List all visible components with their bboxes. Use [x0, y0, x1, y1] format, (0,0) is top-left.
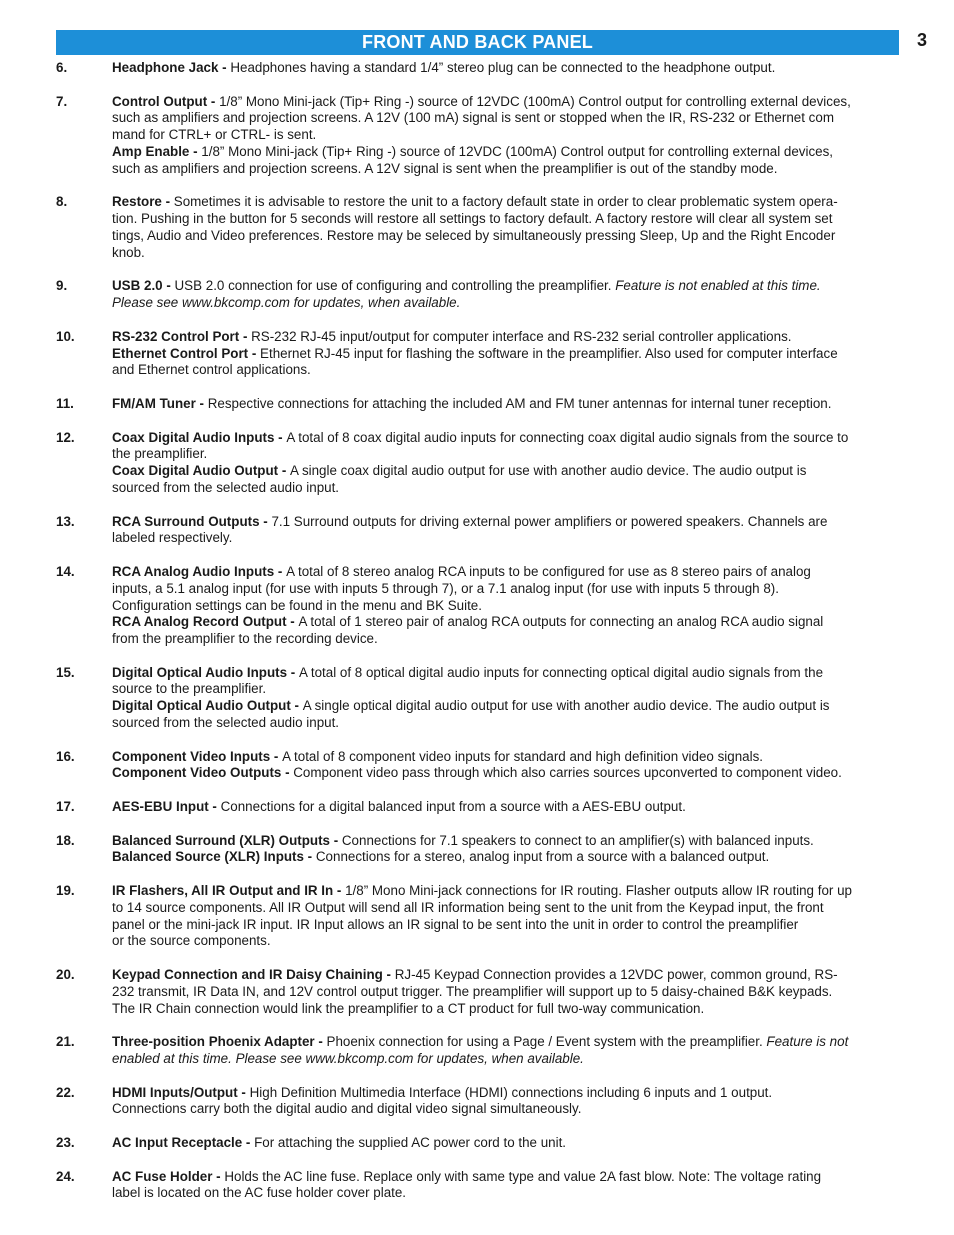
item-body	[112, 60, 901, 77]
section-header-bar	[56, 30, 899, 55]
list-item	[56, 967, 901, 1017]
item-text-line: A single optical digital audio output for use with another audio device. The audio output is	[302, 698, 830, 714]
item-text-line: 1/8” Mono Mini-jack (Tip+ Ring -) source of 12VDC (100mA) Control output for controlling external devices,	[201, 143, 834, 159]
item-paragraph	[112, 144, 901, 178]
item-text-line: and Ethernet control applications.	[112, 362, 311, 378]
item-body	[112, 1034, 901, 1068]
item-paragraph	[112, 396, 901, 413]
item-text-line: For attaching the supplied AC power cord to the unit.	[254, 1135, 567, 1150]
item-term: AES-EBU Input -	[112, 799, 221, 815]
item-body	[112, 1169, 901, 1203]
item-term: Control Output -	[112, 93, 220, 109]
item-text-line: from the preamplifier to the recording device.	[112, 631, 378, 647]
item-term: Restore -	[112, 194, 174, 210]
item-term: Coax Digital Audio Output -	[112, 463, 291, 479]
section-title: FRONT AND BACK PANEL	[362, 32, 593, 52]
item-paragraph	[112, 94, 901, 144]
item-text-line: Phoenix connection for using a Page / Event system with the preamplifier.	[326, 1034, 767, 1050]
item-body	[112, 194, 901, 261]
item-number: 22.	[56, 1084, 75, 1100]
item-term: Amp Enable -	[112, 143, 202, 159]
item-text-line: or the source components.	[112, 933, 271, 949]
list-item	[56, 1034, 901, 1068]
item-text-line: A single coax digital audio output for use with another audio device. The audio output is	[290, 463, 807, 479]
list-item	[56, 514, 901, 548]
item-number: 18.	[56, 832, 75, 848]
item-body	[112, 665, 901, 732]
item-term: Balanced Source (XLR) Inputs -	[112, 849, 316, 865]
item-text-line: to 14 source components. All IR Output will send all IR information being sent to the unit from the Keypad input, the front	[112, 899, 824, 915]
item-text-line: mand for CTRL+ or CTRL- is sent.	[112, 127, 317, 143]
item-body	[112, 799, 901, 816]
list-item	[56, 749, 901, 783]
item-body	[112, 396, 901, 413]
item-term: Headphone Jack -	[112, 60, 231, 75]
list-item	[56, 396, 901, 413]
item-text-line: Respective connections for attaching the included AM and FM tuner antennas for internal tuner reception.	[207, 395, 832, 411]
item-body	[112, 1085, 901, 1119]
item-note-line: enabled at this time. Please see www.bkcomp.com for updates, when available.	[112, 1051, 584, 1067]
item-number: 10.	[56, 328, 75, 344]
item-text-line: A total of 8 component video inputs for standard and high definition video signals.	[282, 748, 764, 764]
item-text-line: The IR Chain connection would link the preamplifier to a CT product for full two-way communication.	[112, 1000, 705, 1016]
item-text-line: 7.1 Surround outputs for driving external power amplifiers or powered speakers. Channels are	[271, 513, 828, 529]
item-paragraph	[112, 614, 901, 648]
item-text-line: Configuration settings can be found in the menu and BK Suite.	[112, 597, 482, 613]
item-number: 16.	[56, 748, 75, 764]
item-note-line: Feature is not enabled at this time.	[615, 278, 821, 294]
item-text-line: 1/8” Mono Mini-jack (Tip+ Ring -) source of 12VDC (100mA) Control output for controlling external devices,	[219, 93, 851, 109]
item-term: RCA Surround Outputs -	[112, 513, 272, 529]
list-item	[56, 1169, 901, 1203]
item-term: HDMI Inputs/Output -	[112, 1084, 250, 1100]
item-text-line: A total of 8 coax digital audio inputs for connecting coax digital audio signals from the source to	[286, 429, 849, 445]
item-text-line: the preamplifier.	[112, 446, 208, 462]
item-paragraph	[112, 60, 901, 77]
list-item	[56, 883, 901, 950]
item-paragraph	[112, 1085, 901, 1119]
item-paragraph	[112, 749, 901, 766]
item-text-line: sourced from the selected audio input.	[112, 479, 340, 495]
item-body	[112, 883, 901, 950]
item-term: IR Flashers, All IR Output and IR In -	[112, 883, 346, 899]
item-term: Digital Optical Audio Inputs -	[112, 664, 299, 680]
item-paragraph	[112, 1169, 901, 1203]
list-item	[56, 60, 901, 77]
list-item	[56, 833, 901, 867]
item-term: RCA Analog Record Output -	[112, 614, 299, 630]
item-text-line: Connections for a digital balanced input from a source with a AES-EBU output.	[220, 799, 686, 815]
item-paragraph	[112, 833, 901, 850]
item-text-line: panel or the mini-jack IR input. IR Input allows an IR signal to be sent into the unit in order to control the preamplifier	[112, 916, 799, 932]
item-paragraph	[112, 883, 901, 950]
list-item	[56, 1135, 901, 1152]
item-text-line: Connections carry both the digital audio and digital video signal simultaneously.	[112, 1101, 582, 1117]
item-body	[112, 1135, 901, 1152]
item-number: 14.	[56, 563, 75, 579]
item-text-line: label is located on the AC fuse holder cover plate.	[112, 1185, 407, 1201]
item-text-line: knob.	[112, 244, 145, 260]
page-number: 3	[917, 30, 928, 50]
item-term: FM/AM Tuner -	[112, 395, 208, 411]
list-item	[56, 799, 901, 816]
item-term: Component Video Inputs -	[112, 748, 283, 764]
item-number: 13.	[56, 513, 75, 529]
item-term: Ethernet Control Port -	[112, 345, 261, 361]
item-text-line: Holds the AC line fuse. Replace only with same type and value 2A fast blow. Note: The voltage rating	[224, 1168, 822, 1184]
list-item	[56, 564, 901, 648]
item-paragraph	[112, 967, 901, 1017]
item-text-line: tings, Audio and Video preferences. Restore may be seleced by simultaneously pressing Sleep, Up and the Right Encoder	[112, 227, 836, 243]
item-text-line: source to the preamplifier.	[112, 681, 267, 697]
item-text-line: Sometimes it is advisable to restore the unit to a factory default state in order to clear problematic system opera-	[173, 194, 838, 210]
item-text-line: Connections for 7.1 speakers to connect to an amplifier(s) with balanced inputs.	[341, 832, 814, 848]
item-paragraph	[112, 849, 901, 866]
item-body	[112, 94, 901, 178]
item-term: RCA Analog Audio Inputs -	[112, 563, 287, 579]
item-text-line: RJ-45 Keypad Connection provides a 12VDC power, common ground, RS-	[394, 967, 838, 983]
list-item	[56, 94, 901, 178]
item-paragraph	[112, 463, 901, 497]
item-note-line: Please see www.bkcomp.com for updates, when available.	[112, 295, 461, 311]
item-term: USB 2.0 -	[112, 278, 175, 294]
item-paragraph	[112, 665, 901, 699]
item-text-line: A total of 8 optical digital audio inputs for connecting optical digital audio signals from the	[298, 664, 824, 680]
item-term: RS-232 Control Port -	[112, 328, 252, 344]
item-body	[112, 833, 901, 867]
item-text-line: A total of 8 stereo analog RCA inputs to be configured for use as 8 stereo pairs of analog	[286, 563, 811, 579]
item-number: 15.	[56, 664, 75, 680]
item-text-line: 1/8” Mono Mini-jack connections for IR routing. Flasher outputs allow IR routing for up	[345, 883, 852, 899]
item-number: 6.	[56, 60, 68, 75]
item-term: Component Video Outputs -	[112, 765, 294, 781]
item-text-line: Ethernet RJ-45 input for flashing the software in the preamplifier. Also used for computer interface	[260, 345, 838, 361]
item-number: 8.	[56, 194, 68, 210]
item-number: 11.	[56, 395, 74, 411]
item-note-line: Feature is not	[766, 1034, 849, 1050]
item-text-line: USB 2.0 connection for use of configuring and controlling the preamplifier.	[174, 278, 616, 294]
item-number: 17.	[56, 799, 75, 815]
item-number: 24.	[56, 1168, 75, 1184]
item-number: 12.	[56, 429, 75, 445]
item-text-line: inputs, a 5.1 analog input (for use with inputs 5 through 7), or a 7.1 analog input (for use with inputs 5 through 8).	[112, 580, 779, 596]
item-paragraph	[112, 430, 901, 464]
item-text-line: A total of 1 stereo pair of analog RCA outputs for connecting an analog RCA audio signal	[298, 614, 824, 630]
item-term: AC Fuse Holder -	[112, 1168, 225, 1184]
item-number: 19.	[56, 883, 75, 899]
item-text-line: Connections for a stereo, analog input from a source with a balanced output.	[315, 849, 770, 865]
item-term: Three-position Phoenix Adapter -	[112, 1034, 327, 1050]
item-term: Keypad Connection and IR Daisy Chaining -	[112, 967, 395, 983]
item-text-line: 232 transmit, IR Data IN, and 12V control output trigger. The preamplifier will support up to 5 daisy-chained B&K keypads.	[112, 983, 833, 999]
item-term: Digital Optical Audio Output -	[112, 698, 303, 714]
list-item	[56, 278, 901, 312]
item-body	[112, 967, 901, 1017]
item-text-line: labeled respectively.	[112, 530, 233, 546]
list-item	[56, 665, 901, 732]
item-number: 20.	[56, 967, 75, 983]
item-paragraph	[112, 1034, 901, 1068]
item-list	[56, 60, 901, 1219]
item-body	[112, 278, 901, 312]
item-number: 21.	[56, 1034, 75, 1050]
item-text-line: RS-232 RJ-45 input/output for computer interface and RS-232 serial controller applications.	[251, 328, 792, 344]
item-term: AC Input Receptacle -	[112, 1135, 255, 1150]
item-paragraph	[112, 564, 901, 614]
item-term: Coax Digital Audio Inputs -	[112, 429, 287, 445]
item-text-line: tion. Pushing in the button for 5 seconds will restore all settings to factory default. A factory restore will clear all system set	[112, 211, 833, 227]
item-number: 9.	[56, 278, 68, 294]
item-text-line: Headphones having a standard 1/4” stereo plug can be connected to the headphone output.	[230, 60, 776, 75]
item-text-line: Component video pass through which also carries sources upconverted to component video.	[293, 765, 842, 781]
item-paragraph	[112, 799, 901, 816]
item-paragraph	[112, 765, 901, 782]
item-paragraph	[112, 514, 901, 548]
item-paragraph	[112, 278, 901, 312]
item-term: Balanced Surround (XLR) Outputs -	[112, 832, 342, 848]
item-paragraph	[112, 698, 901, 732]
item-text-line: such as amplifiers and projection screens. A 12V signal is sent when the preamplifier is out of the standby mode.	[112, 160, 778, 176]
list-item	[56, 1085, 901, 1119]
item-number: 23.	[56, 1135, 75, 1150]
item-body	[112, 564, 901, 648]
item-body	[112, 329, 901, 379]
item-body	[112, 430, 901, 497]
item-text-line: such as amplifiers and projection screens. A 12V (100 mA) signal is sent or stopped when the IR, RS-232 or Ethernet com	[112, 110, 834, 126]
item-paragraph	[112, 329, 901, 346]
item-body	[112, 514, 901, 548]
list-item	[56, 430, 901, 497]
item-paragraph	[112, 194, 901, 261]
item-text-line: High Definition Multimedia Interface (HDMI) connections including 6 inputs and 1 output.	[249, 1084, 773, 1100]
item-body	[112, 749, 901, 783]
list-item	[56, 194, 901, 261]
item-paragraph	[112, 346, 901, 380]
item-paragraph	[112, 1135, 901, 1152]
item-number: 7.	[56, 93, 68, 109]
list-item	[56, 329, 901, 379]
item-text-line: sourced from the selected audio input.	[112, 715, 340, 731]
